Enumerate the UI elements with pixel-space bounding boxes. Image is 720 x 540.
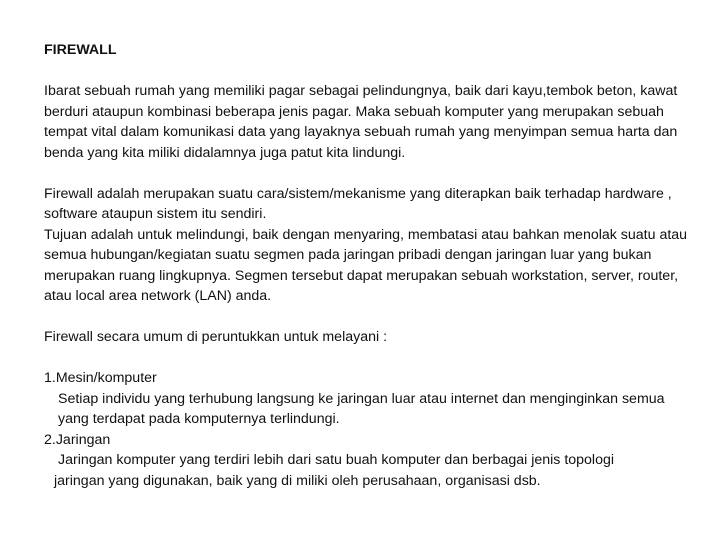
definition-paragraph: Firewall adalah merupakan suatu cara/sistem/mekanisme yang diterapkan baik terhadap hardware , software ataupun sistem itu sendiri. <box>44 185 672 222</box>
list-item <box>44 368 690 430</box>
list-item-body: Setiap individu yang terhubung langsung ke jaringan luar atau internet dan menginginkan semua yang terdapat pada komputernya terlindungi. <box>58 390 665 427</box>
intro-paragraph: Ibarat sebuah rumah yang memiliki pagar sebagai pelindungnya, baik dari kayu,tembok beton, kawat berduri ataupun kombinasi beberapa jenis pagar. Maka sebuah komputer yang merupakan sebuah tempat vital dalam komunikasi data yang layaknya sebuah rumah yang menyimpan semua harta dan benda yang kita miliki didalamnya juga patut kita lindungi. <box>44 83 678 161</box>
list-item-body <box>44 450 690 491</box>
list-item-heading: 2.Jaringan <box>44 431 111 448</box>
document-title: FIREWALL <box>44 42 117 58</box>
purpose-paragraph: Tujuan adalah untuk melindungi, baik dengan menyaring, membatasi atau bahkan menolak suatu atau semua hubungan/kegiatan suatu segmen pada jaringan pribadi dengan jaringan luar yang bukan merupakan ruang lingkupnya. Segmen tersebut dapat merupakan sebuah workstation, server, router, atau local area network (LAN) anda. <box>44 226 688 304</box>
list-item-heading: 1.Mesin/komputer <box>44 370 157 386</box>
list-item-body-line: Jaringan komputer yang terdiri lebih dari satu buah komputer dan berbagai jenis topologi <box>58 452 615 468</box>
usage-intro-paragraph: Firewall secara umum di peruntukkan untuk melayani : <box>44 329 388 345</box>
list-item-body-line: jaringan yang digunakan, baik yang di miliki oleh perusahaan, organisasi dsb. <box>54 472 541 489</box>
list-item <box>44 430 690 492</box>
